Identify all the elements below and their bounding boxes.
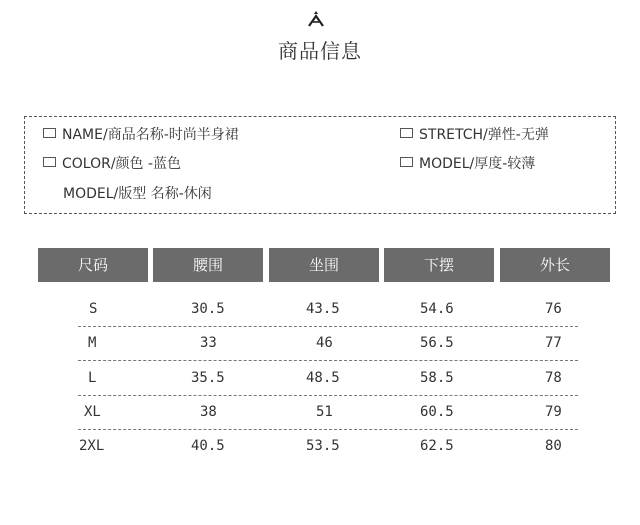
cell-size: S bbox=[89, 301, 98, 317]
checkbox-icon bbox=[43, 157, 56, 167]
column-header-hip: 坐围 bbox=[269, 248, 379, 282]
cell-waist: 35.5 bbox=[191, 370, 225, 386]
brand-mountain-icon bbox=[306, 10, 326, 28]
cell-hip: 48.5 bbox=[306, 370, 340, 386]
column-header-size: 尺码 bbox=[38, 248, 148, 282]
cell-waist: 38 bbox=[200, 404, 217, 420]
cell-size: M bbox=[88, 335, 97, 351]
cell-size: L bbox=[88, 370, 97, 386]
info-item-stretch: STRETCH/弹性-无弹 bbox=[400, 126, 549, 144]
product-info-box bbox=[24, 116, 616, 214]
cell-hem: 56.5 bbox=[420, 335, 454, 351]
cell-waist: 33 bbox=[200, 335, 217, 351]
cell-hem: 58.5 bbox=[420, 370, 454, 386]
checkbox-icon bbox=[400, 128, 413, 138]
cell-hip: 46 bbox=[316, 335, 333, 351]
size-table-header bbox=[38, 248, 610, 282]
cell-size: 2XL bbox=[79, 438, 105, 454]
info-item-color: COLOR/颜色 -蓝色 bbox=[43, 155, 181, 173]
cell-hem: 54.6 bbox=[420, 301, 454, 317]
cell-waist: 30.5 bbox=[191, 301, 225, 317]
table-row bbox=[78, 395, 578, 430]
column-header-waist: 腰围 bbox=[153, 248, 263, 282]
cell-hem: 62.5 bbox=[420, 438, 454, 454]
cell-size: XL bbox=[84, 404, 101, 420]
cell-length: 80 bbox=[545, 438, 562, 454]
cell-length: 77 bbox=[545, 335, 562, 351]
column-header-hem: 下摆 bbox=[384, 248, 494, 282]
table-row bbox=[78, 326, 578, 361]
cell-hip: 43.5 bbox=[306, 301, 340, 317]
cell-hip: 51 bbox=[316, 404, 333, 420]
cell-hem: 60.5 bbox=[420, 404, 454, 420]
table-row bbox=[78, 361, 578, 396]
cell-length: 76 bbox=[545, 301, 562, 317]
cell-hip: 53.5 bbox=[306, 438, 340, 454]
info-item-fit: MODEL/版型 名称-休闲 bbox=[63, 186, 212, 202]
table-row bbox=[78, 429, 578, 463]
checkbox-icon bbox=[43, 128, 56, 138]
cell-waist: 40.5 bbox=[191, 438, 225, 454]
checkbox-icon bbox=[400, 157, 413, 167]
info-item-thickness: MODEL/厚度-较薄 bbox=[400, 155, 535, 173]
column-header-length: 外长 bbox=[500, 248, 610, 282]
cell-length: 78 bbox=[545, 370, 562, 386]
info-item-name: NAME/商品名称-时尚半身裙 bbox=[43, 126, 239, 144]
page-title: 商品信息 bbox=[278, 39, 362, 63]
table-row bbox=[78, 292, 578, 327]
cell-length: 79 bbox=[545, 404, 562, 420]
